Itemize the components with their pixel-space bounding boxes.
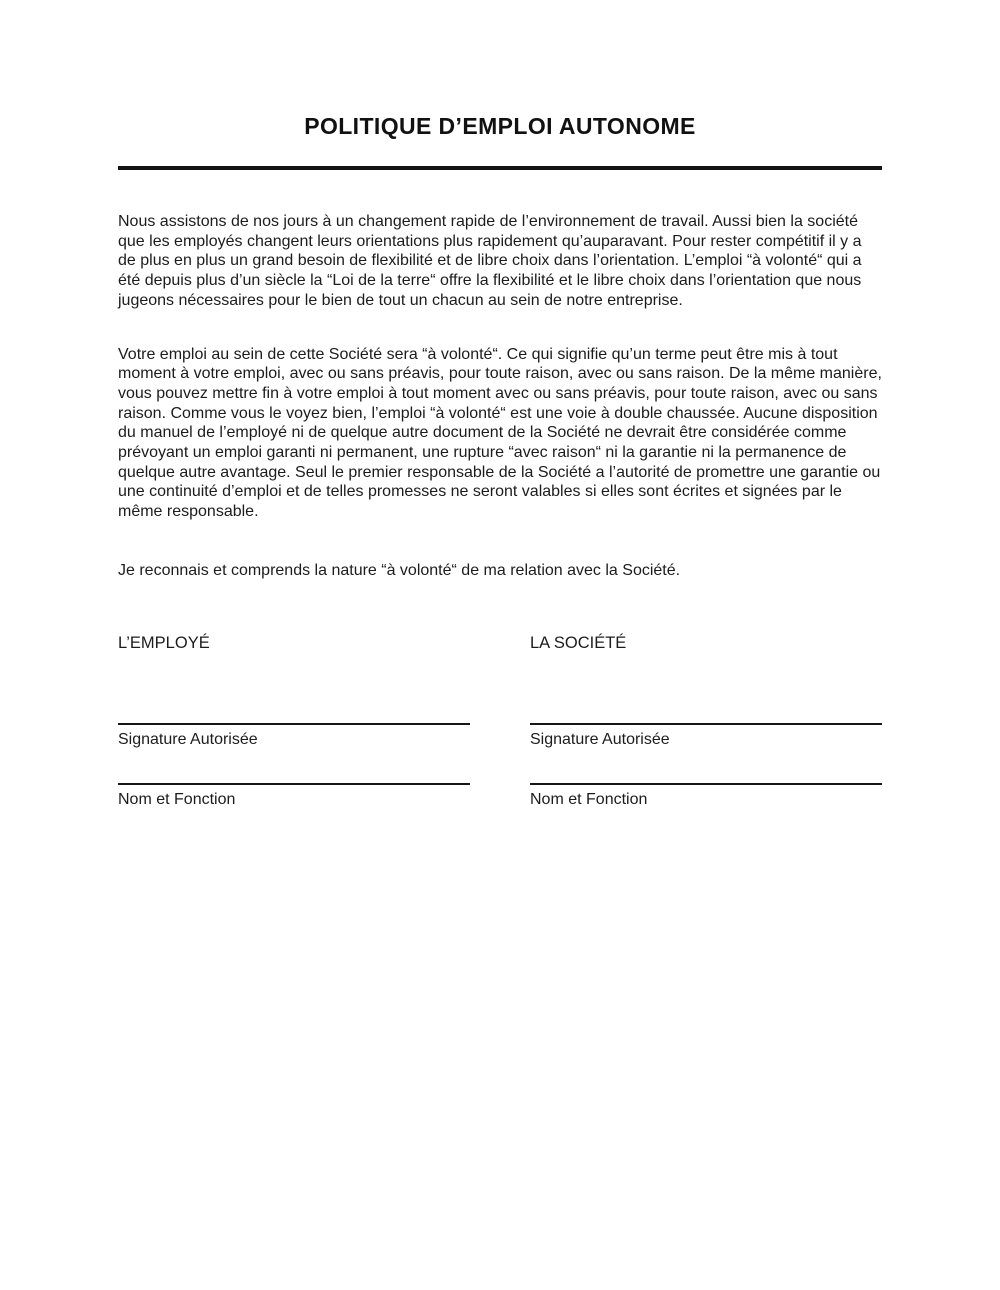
name-line-employee[interactable] [118,783,470,785]
signature-block-company [530,633,882,810]
party-label-company: LA SOCIÉTÉ [530,633,627,652]
signature-label-employee: Signature Autorisée [118,730,258,748]
title-rule [118,166,882,170]
paragraph-intro: Nous assistons de nos jours à un changement rapide de l’environnement de travail. Aussi bien la société que les employés changent leurs orientations plus rapidement qu’auparavant. Pour rester compétitif il y a de plus en plus un grand besoin de flexibilité et de libre choix dans l’orientation. L’emploi “à volonté“ qui a été depuis plus d’un siècle la “Loi de la terre“ offre la flexibilité et le libre choix dans l’orientation que nous jugeons nécessaires pour le bien de tout un chacun au sein de notre entreprise. [118,213,862,309]
party-label-employee: L’EMPLOYÉ [118,633,210,652]
signature-label-company: Signature Autorisée [530,730,670,748]
name-label-employee: Nom et Fonction [118,790,236,808]
paragraph-terms: Votre emploi au sein de cette Société sera “à volonté“. Ce qui signifie qu’un terme peut être mis à tout moment à votre emploi, avec ou sans préavis, pour toute raison, avec ou sans raison. De la même manière, vous pouvez mettre fin à votre emploi à tout moment avec ou sans préavis, pour toute raison, avec ou sans raison. Comme vous le voyez bien, l’emploi “à volonté“ est une voie à double chaussée. Aucune disposition du manuel de l’employé ni de quelque autre document de la Société ne devrait être considérée comme prévoyant un emploi garanti ni permanent, une rupture “avec raison“ ni la garantie ni la permanence de quelque autre avantage. Seul le premier responsable de la Société a l’autorité de promettre une garantie ou une continuité d’emploi et de telles promesses ne seront valables si elles sont écrites et signées par le même responsable. [118,345,882,521]
paragraph-acknowledgment: Je reconnais et comprends la nature “à volonté“ de ma relation avec la Société. [118,561,681,579]
signature-section [118,633,882,810]
name-label-company: Nom et Fonction [530,790,648,808]
document-title: POLITIQUE D’EMPLOI AUTONOME [304,113,696,139]
signature-block-employee [118,633,470,810]
signature-line-company[interactable] [530,723,882,725]
name-line-company[interactable] [530,783,882,785]
signature-line-employee[interactable] [118,723,470,725]
